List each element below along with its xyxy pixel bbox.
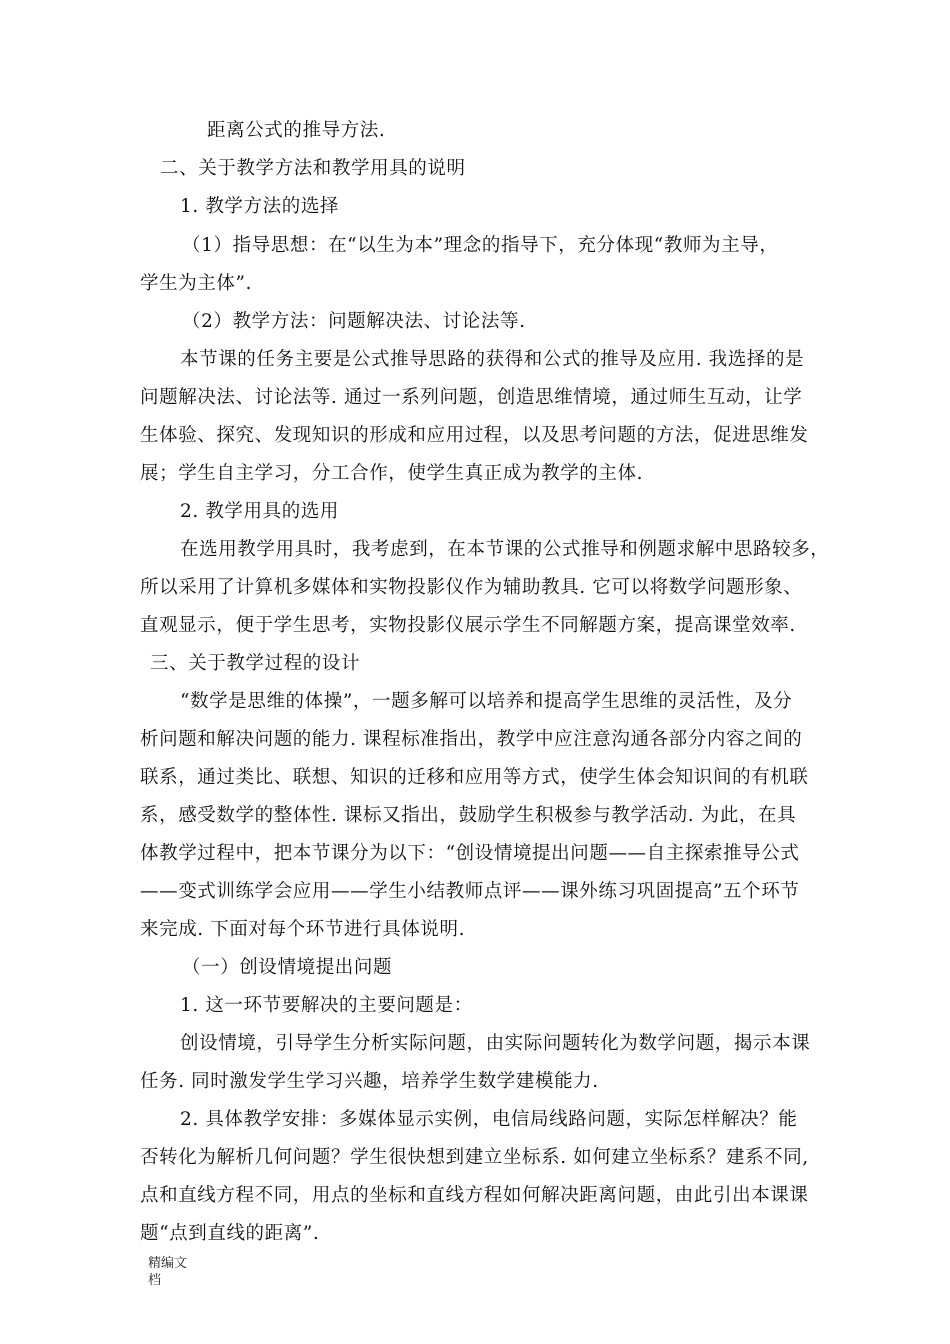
text-line-8: 问题解决法、讨论法等. 通过一系列问题，创造思维情境，通过师生互动，让学 (140, 387, 803, 408)
text-line-5: 学生为主体”. (140, 273, 253, 294)
subsection-heading-methods: 1. 教学方法的选择 (180, 196, 340, 217)
text-line-27: 2. 具体教学安排：多媒体显示实例，电信局线路问题，实际怎样解决？能 (180, 1109, 798, 1130)
text-line-17: 析问题和解决问题的能力. 课程标准指出，教学中应注意沟通各部分内容之间的 (140, 729, 803, 750)
subsection-heading-scenario: （一）创设情境提出问题 (182, 957, 393, 978)
section-heading-2: 二、关于教学方法和教学用具的说明 (160, 158, 466, 179)
text-line-10: 展；学生自主学习，分工合作，使学生真正成为教学的主体. (140, 463, 644, 484)
text-line-25: 创设情境，引导学生分析实际问题，由实际问题转化为数学问题，揭示本课 (180, 1033, 811, 1054)
text-line-24: 1. 这一环节要解决的主要问题是： (180, 995, 473, 1016)
text-line-30: 题“点到直线的距离”. (140, 1223, 320, 1244)
text-line-1: 距离公式的推导方法. (207, 120, 386, 141)
text-line-28: 否转化为解析几何问题？学生很快想到建立坐标系. 如何建立坐标系？建系不同, (140, 1147, 809, 1168)
text-line-14: 直观显示，便于学生思考，实物投影仪展示学生不同解题方案，提高课堂效率. (140, 615, 796, 636)
subsection-heading-tools: 2. 教学用具的选用 (180, 501, 340, 522)
text-line-9: 生体验、探究、发现知识的形成和应用过程，以及思考问题的方法，促进思维发 (140, 425, 809, 446)
text-line-6: （2）教学方法：问题解决法、讨论法等. (182, 311, 526, 332)
text-line-13: 所以采用了计算机多媒体和实物投影仪作为辅助教具. 它可以将数学问题形象、 (140, 577, 803, 598)
footer-line-1: 精编文 (148, 1256, 188, 1271)
text-line-26: 任务. 同时激发学生学习兴趣，培养学生数学建模能力. (140, 1071, 599, 1092)
text-line-12: 在选用教学用具时，我考虑到，在本节课的公式推导和例题求解中思路较多， (180, 539, 830, 560)
footer-line-2: 档 (148, 1273, 162, 1288)
text-line-4: （1）指导思想：在“以生为本”理念的指导下，充分体现“教师为主导， (182, 235, 779, 256)
text-line-20: 体教学过程中，把本节课分为以下：“创设情境提出问题——自主探索推导公式 (140, 843, 800, 864)
text-line-16: “数学是思维的体操”，一题多解可以培养和提高学生思维的灵活性，及分 (180, 691, 793, 712)
text-line-21: ——变式训练学会应用——学生小结教师点评——课外练习巩固提高”五个环节 (140, 881, 800, 902)
text-line-7: 本节课的任务主要是公式推导思路的获得和公式的推导及应用. 我选择的是 (180, 349, 805, 370)
text-line-18: 联系，通过类比、联想、知识的迁移和应用等方式，使学生体会知识间的有机联 (140, 767, 809, 788)
section-heading-3: 三、关于教学过程的设计 (150, 653, 361, 674)
text-line-19: 系，感受数学的整体性. 课标又指出，鼓励学生积极参与教学活动. 为此，在具 (140, 805, 797, 826)
text-line-29: 点和直线方程不同，用点的坐标和直线方程如何解决距离问题，由此引出本课课 (140, 1185, 809, 1206)
text-line-22: 来完成. 下面对每个环节进行具体说明. (140, 919, 466, 940)
footer-watermark (148, 1255, 187, 1289)
